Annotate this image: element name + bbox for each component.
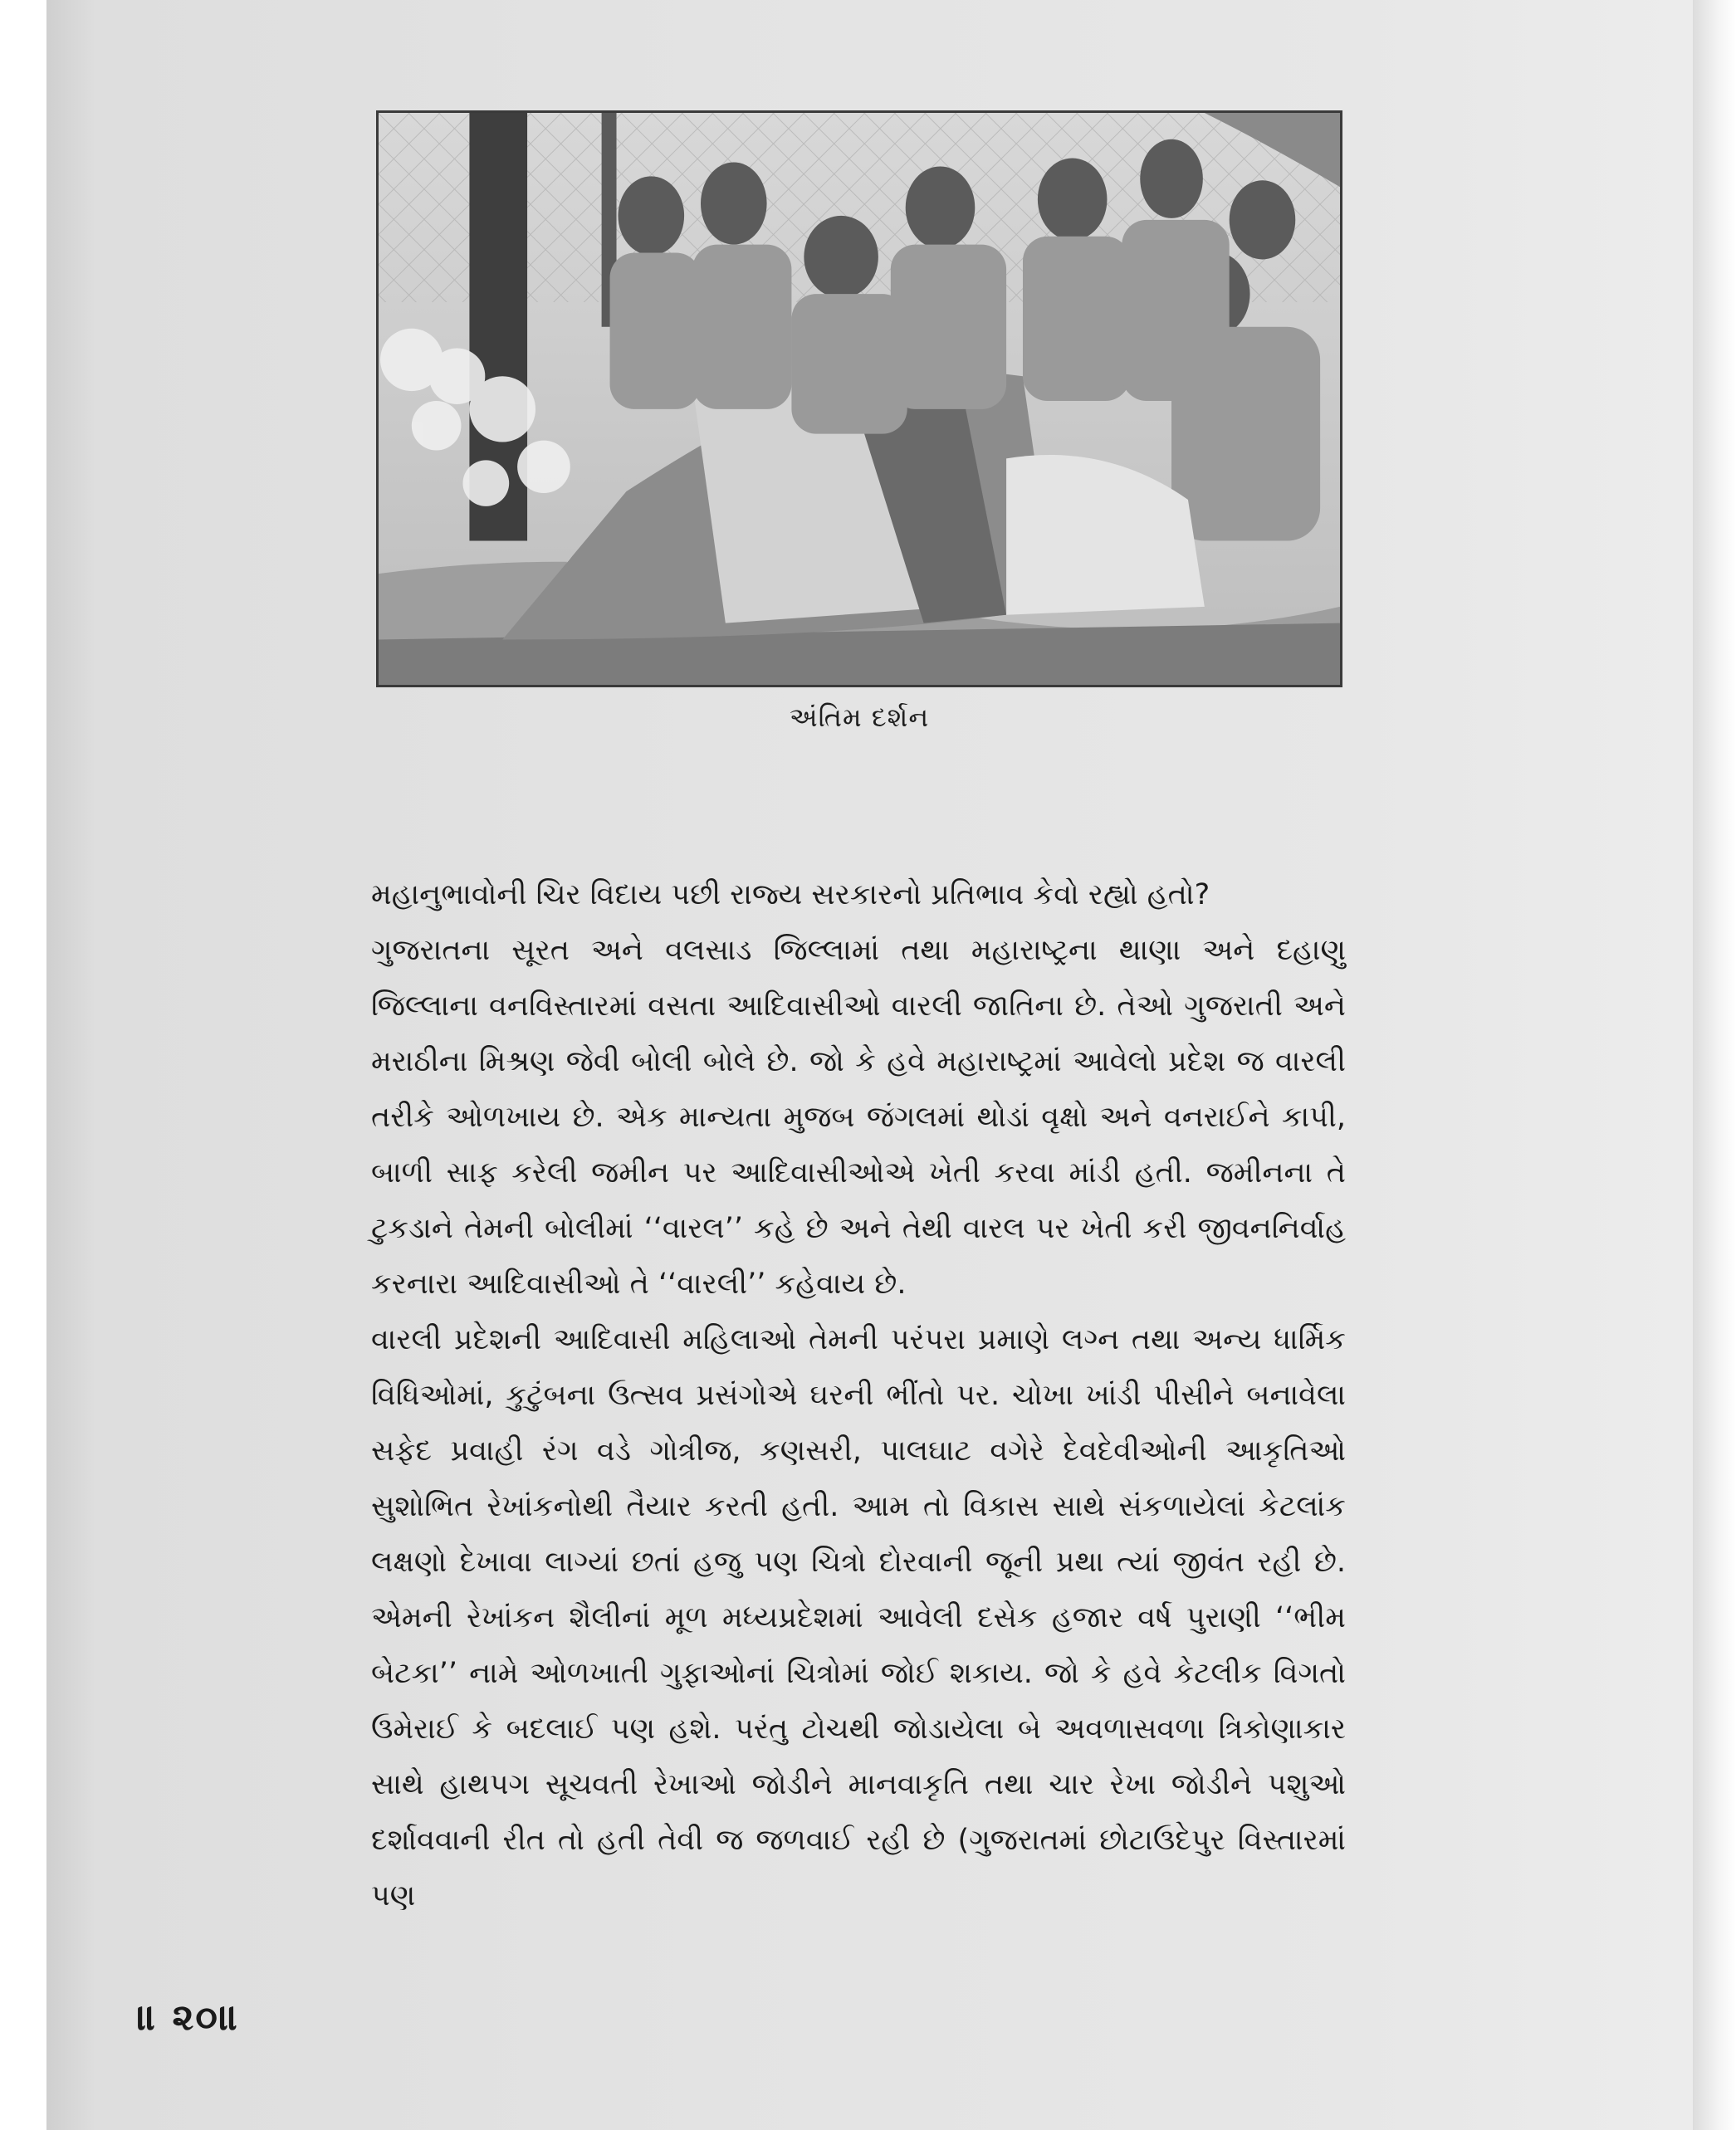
page-edge-right [1693, 0, 1736, 2130]
paragraph-warli-art: વારલી પ્રદેશની આદિવાસી મહિલાઓ તેમની પરંપરા પ્રમાણે લગ્ન તથા અન્ય ધાર્મિક વિધિઓમાં, કુટુંબના ઉત્સવ પ્રસંગોએ ઘરની ભીંતો પર. ચોખા ખાંડી પીસીને બનાવેલા સફેદ પ્રવાહી રંગ વડે ગોત્રીજ, કણસરી, પાલઘાટ વગેરે દેવદેવીઓની આકૃતિઓ સુશોભિત રેખાંકનોથી તૈયાર કરતી હતી. આમ તો વિકાસ સાથે સંકળાયેલાં કેટલાંક લક્ષણો દેખાવા લાગ્યાં છતાં હજુ પણ ચિત્રો દોરવાની જૂની પ્રથા ત્યાં જીવંત રહી છે. એમની રેખાંકન શૈલીનાં મૂળ મધ્યપ્રદેશમાં આવેલી દસેક હજાર વર્ષ પુરાણી ‘‘ભીમ બેટકા’’ નામે ઓળખાતી ગુફાઓનાં ચિત્રોમાં જોઈ શકાય. જો કે હવે કેટલીક વિગતો ઉમેરાઈ કે બદલાઈ પણ હશે. પરંતુ ટોચથી જોડાયેલા બે અવળાસવળા ત્રિકોણાકાર સાથે હાથપગ સૂચવતી રેખાઓ જોડીને માનવાકૃતિ તથા ચાર રેખા જોડીને પશુઓ દર્શાવવાની રીત તો હતી તેવી જ જળવાઈ રહી છે (ગુજરાતમાં છોટાઉદેપુર વિસ્તારમાં પણ [371, 1323, 1346, 1913]
paragraph-warli-origin: ગુજરાતના સૂરત અને વલસાડ જિલ્લામાં તથા મહારાષ્ટ્રના થાણા અને દહાણુ જિલ્લાના વનવિસ્તારમાં વસતા આદિવાસીઓ વારલી જાતિના છે. તેઓ ગુજરાતી અને મરાઠીના મિશ્રણ જેવી બોલી બોલે છે. જો કે હવે મહારાષ્ટ્રમાં આવેલો પ્રદેશ જ વારલી તરીકે ઓળખાય છે. એક માન્યતા મુજબ જંગલમાં થોડાં વૃક્ષો અને વનરાઈને કાપી, બાળી સાફ કરેલી જમીન પર આદિવાસીઓએ ખેતી કરવા માંડી હતી. જમીનના તે ટુકડાને તેમની બોલીમાં ‘‘વારલ’’ કહે છે અને તેથી વારલ પર ખેતી કરી જીવનનિર્વાહ કરનારા આદિવાસીઓ તે ‘‘વારલી’’ કહેવાય છે. [371, 934, 1346, 1301]
body-text [371, 867, 1346, 1924]
paragraph-question: મહાનુભાવોની ચિર વિદાય પછી રાજ્ય સરકારનો પ્રતિભાવ કેવો રહ્યો હતો? [371, 878, 1210, 911]
funeral-photo-icon [379, 113, 1340, 685]
page-number: ॥ ૨૦॥ [137, 1996, 241, 2039]
photo-caption: અંતિમ દર્શન [789, 701, 930, 733]
funeral-photo [376, 110, 1342, 687]
scan-margin-left [0, 0, 46, 2130]
